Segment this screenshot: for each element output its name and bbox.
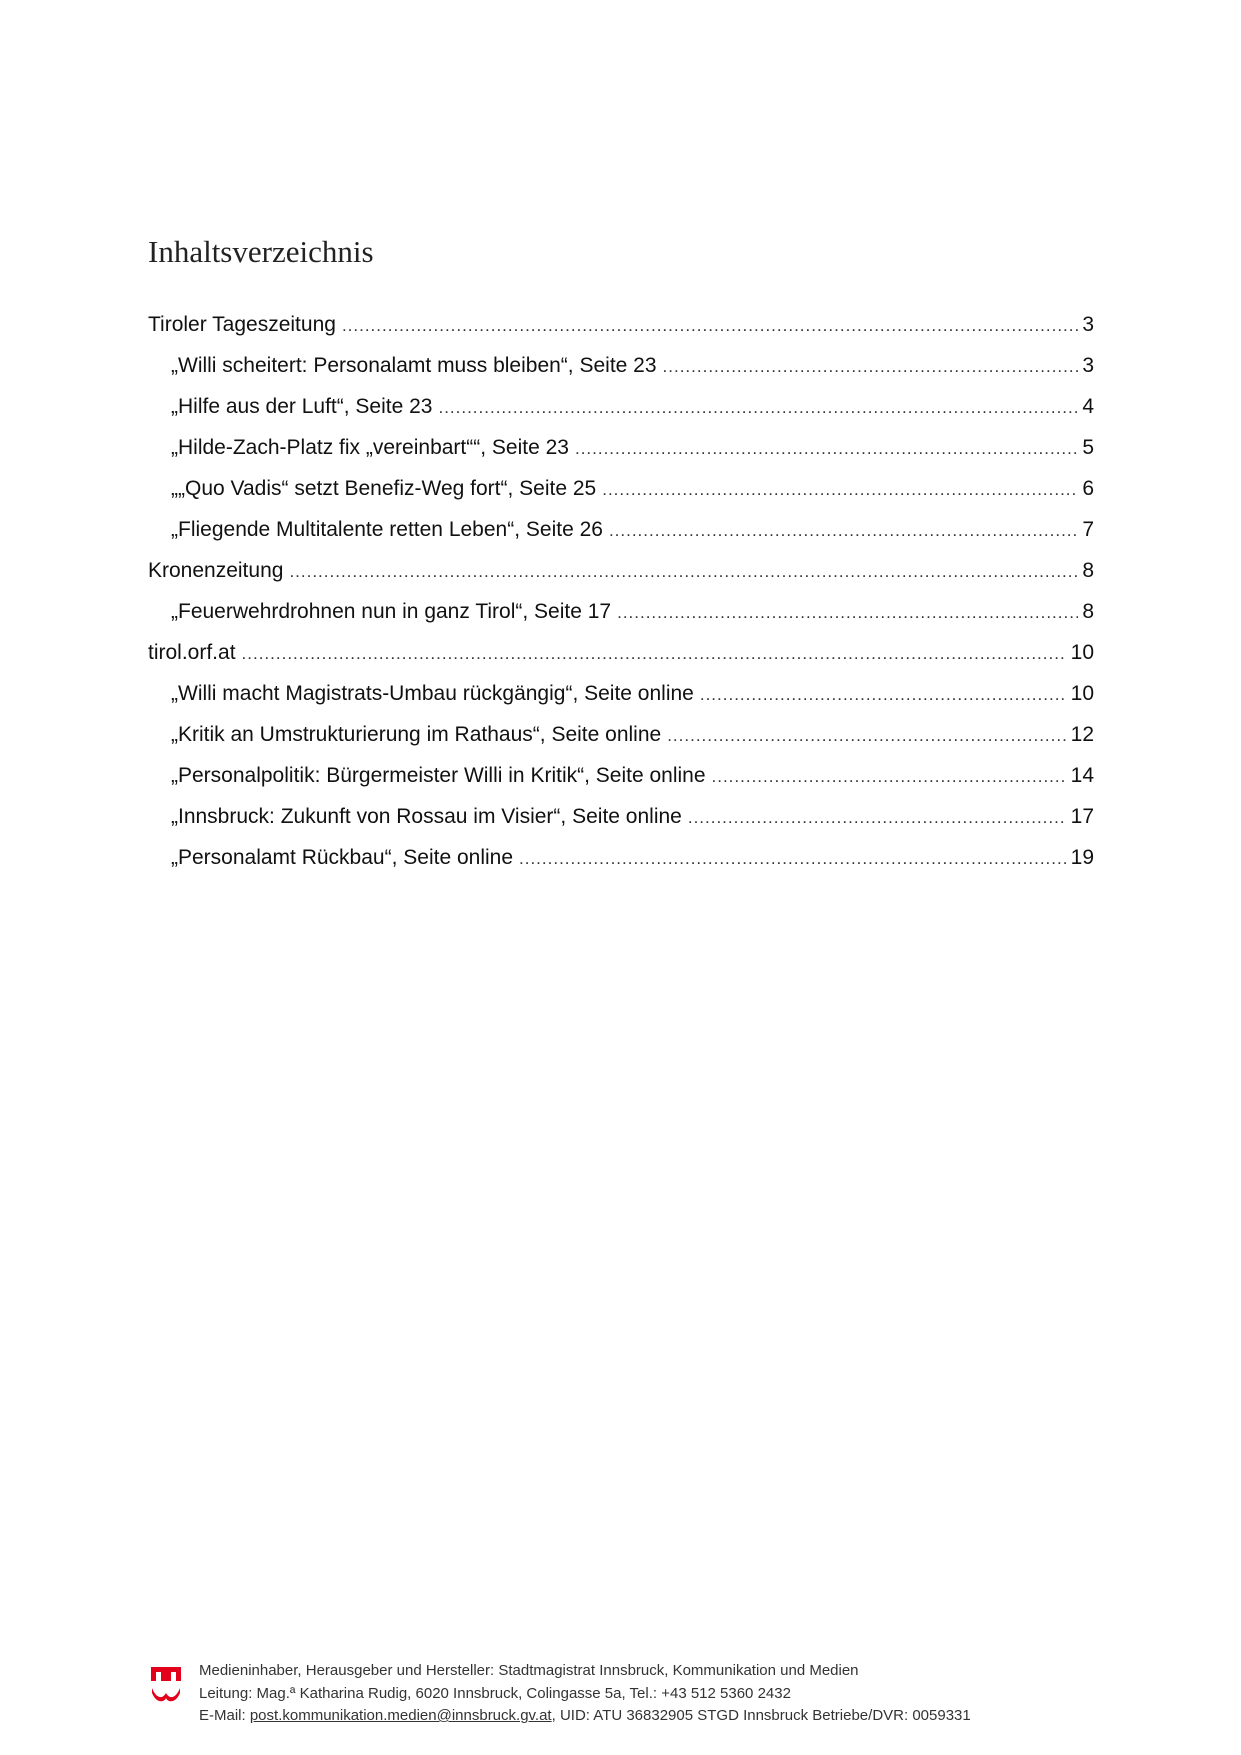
- toc-dot-leader: [602, 469, 1078, 510]
- footer-line-publisher: Medieninhaber, Herausgeber und Hersteller: Stadtmagistrat Innsbruck, Kommunikation und Medien: [199, 1662, 859, 1679]
- innsbruck-logo-icon: [150, 1666, 182, 1704]
- toc-entry-label: Tiroler Tageszeitung: [148, 313, 336, 336]
- toc-entry-page-number: 3: [1082, 313, 1094, 336]
- toc-dot-leader: [700, 674, 1067, 715]
- toc-entry-page-number: 6: [1082, 477, 1094, 500]
- toc-article-entry[interactable]: [148, 468, 1094, 509]
- toc-entry-label: „Fliegende Multitalente retten Leben“, Seite 26: [171, 518, 603, 541]
- toc-entry-label: „Feuerwehrdrohnen nun in ganz Tirol“, Seite 17: [171, 600, 612, 623]
- footer-email-label: E-Mail:: [199, 1707, 250, 1724]
- toc-entry-page-number: 19: [1070, 846, 1094, 869]
- toc-entry-label: „Willi scheitert: Personalamt muss bleiben“, Seite 23: [171, 354, 657, 377]
- toc-entry-label: „Personalamt Rückbau“, Seite online: [171, 846, 514, 869]
- toc-entry-label: Kronenzeitung: [148, 559, 284, 582]
- footer-email-link[interactable]: post.kommunikation.medien@innsbruck.gv.at: [249, 1707, 552, 1724]
- logo-bridge-top: [151, 1667, 181, 1681]
- toc-entry-label: „Innsbruck: Zukunft von Rossau im Visier“, Seite online: [171, 805, 682, 828]
- toc-entry-page-number: 14: [1070, 764, 1094, 787]
- toc-dot-leader: [342, 305, 1078, 346]
- footer-line-management: Leitung: Mag.ª Katharina Rudig, 6020 Innsbruck, Colingasse 5a, Tel.: +43 512 5360 2432: [199, 1684, 791, 1702]
- toc-entry-label: „Personalpolitik: Bürgermeister Willi in Kritik“, Seite online: [171, 764, 706, 787]
- toc-entry-label: „Kritik an Umstrukturierung im Rathaus“, Seite online: [171, 723, 662, 746]
- toc-article-entry[interactable]: [148, 673, 1094, 714]
- toc-entry-page-number: 10: [1070, 641, 1094, 664]
- toc-dot-leader: [438, 387, 1078, 428]
- toc-article-entry[interactable]: [148, 386, 1094, 427]
- table-of-contents: [148, 304, 1094, 878]
- toc-entry-page-number: 4: [1082, 395, 1094, 418]
- toc-section-entry[interactable]: [148, 632, 1094, 673]
- logo-wave: [152, 1688, 180, 1701]
- toc-dot-leader: [663, 346, 1079, 387]
- toc-dot-leader: [688, 797, 1067, 838]
- toc-article-entry[interactable]: [148, 345, 1094, 386]
- toc-entry-page-number: 8: [1082, 559, 1094, 582]
- toc-entry-page-number: 7: [1082, 518, 1094, 541]
- toc-entry-label: „Hilde-Zach-Platz fix „vereinbart““, Seite 23: [171, 436, 569, 459]
- toc-article-entry[interactable]: [148, 509, 1094, 550]
- toc-entry-label: tirol.orf.at: [148, 641, 236, 664]
- logo-arch-left: [156, 1672, 161, 1681]
- toc-section-entry[interactable]: [148, 304, 1094, 345]
- page-title: Inhaltsverzeichnis: [148, 234, 374, 269]
- toc-dot-leader: [667, 715, 1066, 756]
- toc-entry-label: „Hilfe aus der Luft“, Seite 23: [171, 395, 433, 418]
- toc-article-entry[interactable]: [148, 591, 1094, 632]
- toc-entry-page-number: 5: [1082, 436, 1094, 459]
- footer-text: [199, 1660, 971, 1728]
- toc-dot-leader: [617, 592, 1078, 633]
- toc-article-entry[interactable]: [148, 427, 1094, 468]
- toc-dot-leader: [519, 838, 1067, 879]
- toc-dot-leader: [712, 756, 1067, 797]
- toc-dot-leader: [289, 551, 1078, 592]
- toc-entry-page-number: 17: [1070, 805, 1094, 828]
- footer-line-contact: [199, 1705, 971, 1728]
- toc-entry-page-number: 3: [1082, 354, 1094, 377]
- footer-uid: , UID: ATU 36832905 STGD Innsbruck Betriebe/DVR: 0059331: [551, 1707, 971, 1724]
- toc-article-entry[interactable]: [148, 837, 1094, 878]
- toc-entry-label: „„Quo Vadis“ setzt Benefiz-Weg fort“, Seite 25: [171, 477, 597, 500]
- toc-article-entry[interactable]: [148, 755, 1094, 796]
- toc-entry-page-number: 10: [1070, 682, 1094, 705]
- toc-article-entry[interactable]: [148, 796, 1094, 837]
- toc-entry-page-number: 8: [1082, 600, 1094, 623]
- toc-dot-leader: [575, 428, 1078, 469]
- toc-entry-page-number: 12: [1070, 723, 1094, 746]
- toc-article-entry[interactable]: [148, 714, 1094, 755]
- logo-arch-right: [171, 1672, 176, 1681]
- toc-dot-leader: [609, 510, 1078, 551]
- toc-section-entry[interactable]: [148, 550, 1094, 591]
- toc-entry-label: „Willi macht Magistrats-Umbau rückgängig“, Seite online: [171, 682, 694, 705]
- toc-dot-leader: [242, 633, 1067, 674]
